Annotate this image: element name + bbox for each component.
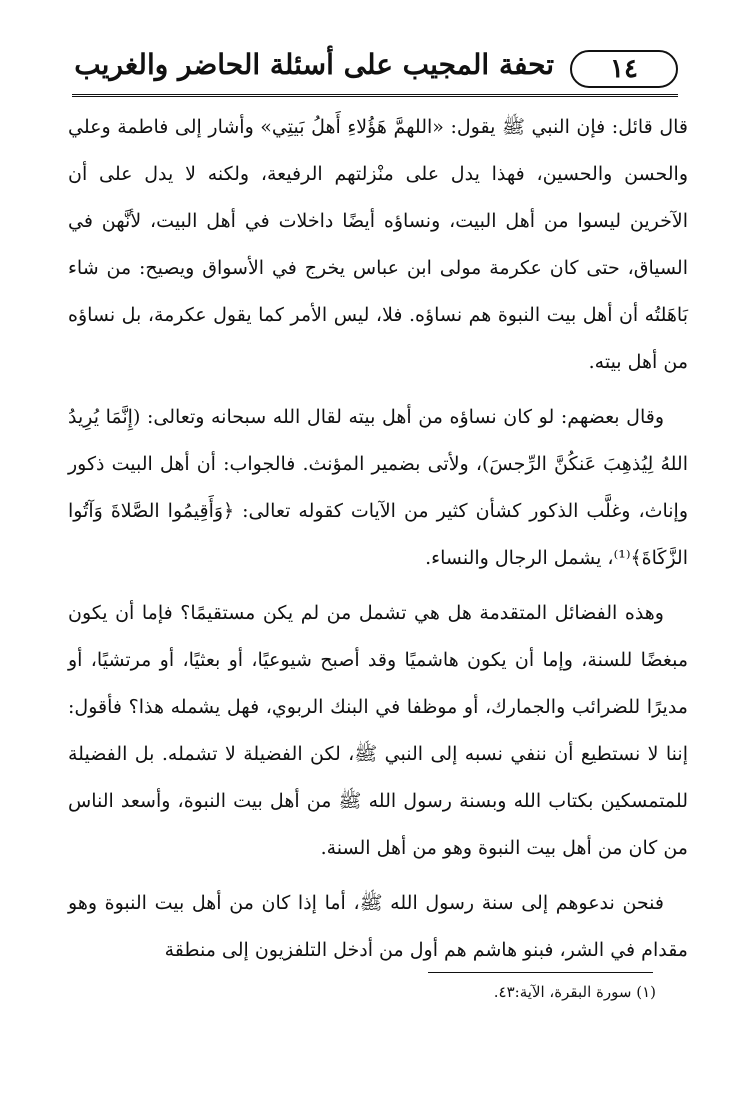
paragraph-4: فنحن ندعوهم إلى سنة رسول الله ﷺ، أما إذا كان من أهل بيت النبوة وهو مقدام في الشر، فبنو هاشم هم أول من أدخل التلفزيون إلى منطقة bbox=[68, 892, 688, 961]
header-divider bbox=[72, 94, 678, 97]
paragraph-3: وهذه الفضائل المتقدمة هل هي تشمل من لم يكن مستقيمًا؟ فإما أن يكون مبغضًا للسنة، وإما أن يكون هاشميًا وقد أصبح شيوعيًا، أو بعثيًا، أو مرتشيًا، أو مديرًا للضرائب والجمارك، أو موظفا في البنك الربوي، فهل يشمله هذا؟ فأقول: إننا لا نستطيع أن ننفي نسبه إلى النبي ﷺ، لكن الفضيلة لا تشمله. بل الفضيلة للمتمسكين بكتاب الله وبسنة رسول الله ﷺ من أهل بيت النبوة، وأسعد الناس من كان من أهل بيت النبوة وهو من أهل السنة. bbox=[68, 602, 688, 859]
paragraph-1: قال قائل: فإن النبي ﷺ يقول: «اللهمَّ هَؤُلاءِ أَهلُ بَيتِي» وأشار إلى فاطمة وعلي والحسن والحسين، فهذا يدل على منْزلتهم الرفيعة، ولكنه لا يدل على أن الآخرين ليسوا من أهل البيت، ونساؤه أيضًا داخلات في أهل البيت، لأنَّهن في السياق، حتى كان عكرمة مولى ابن عباس يخرج في الأسواق ويصيح: من شاء بَاهَلتُه أن أهل بيت النبوة هم نساؤه. فلا، ليس الأمر كما يقول عكرمة، بل نساؤه من أهل بيته. bbox=[68, 116, 688, 373]
book-title: تحفة المجيب على أسئلة الحاضر والغريب bbox=[74, 48, 554, 81]
page-number-badge bbox=[570, 50, 678, 88]
page-number: ١٤ bbox=[610, 54, 638, 84]
page-body bbox=[68, 104, 688, 974]
running-header bbox=[72, 44, 678, 100]
paragraph-2: وقال بعضهم: لو كان نساؤه من أهل بيته لقال الله سبحانه وتعالى: (إِنَّمَا يُرِيدُ اللهُ لِيُذهِبَ عَنكُنَّ الرِّجسَ)، ولأتى بضمير المؤنث. فالجواب: أن أهل البيت ذكور وإناث، وغلَّب الذكور كشأن كثير من الآيات كقوله تعالى: ﴿وَأَقِيمُوا الصَّلاةَ وَآتُوا الزَّكَاةَ﴾⁽¹⁾، يشمل الرجال والنساء. bbox=[68, 406, 688, 569]
footnote-divider bbox=[428, 972, 653, 973]
footnote: (١) سورة البقرة، الآية:٤٣. bbox=[493, 983, 656, 1001]
